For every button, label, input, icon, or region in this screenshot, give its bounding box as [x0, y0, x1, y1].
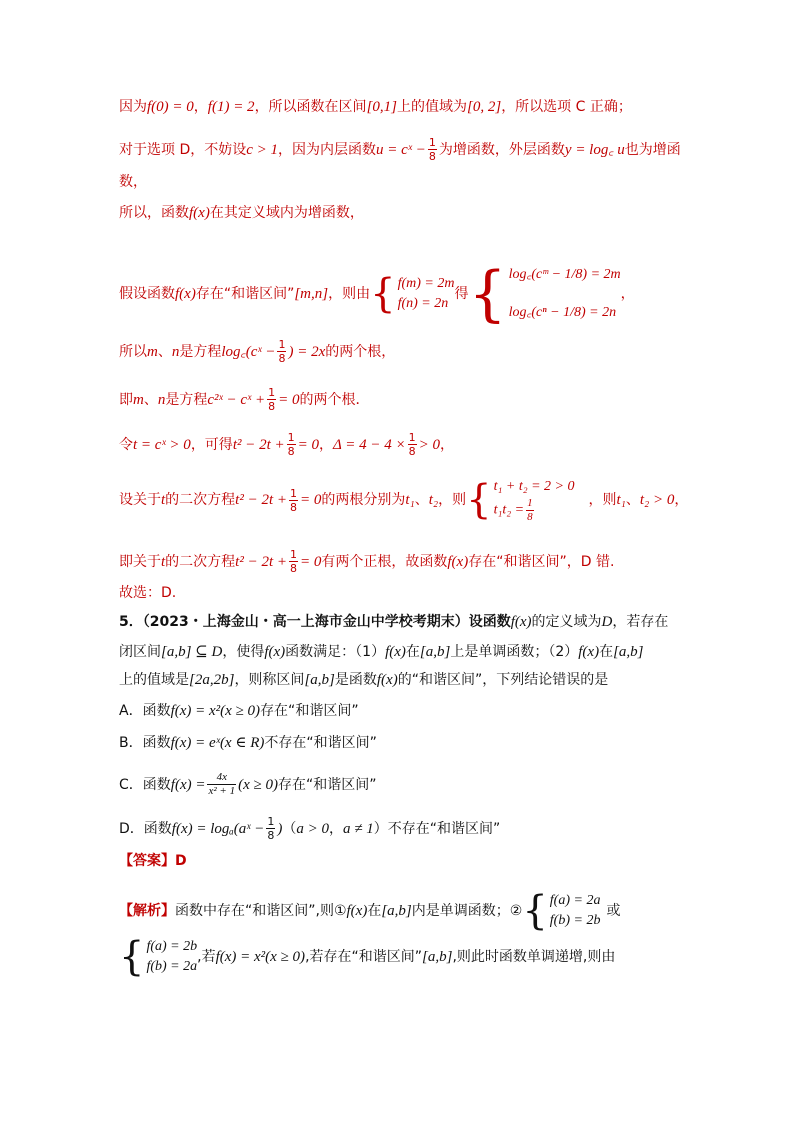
option-label: C．函数 [119, 776, 171, 793]
math: f(1) = 2 [207, 99, 255, 115]
text: 闭区间 [119, 644, 161, 660]
text: 存在“和谐区间” [277, 776, 377, 793]
text: 在 [367, 903, 382, 919]
math: [a,b] [613, 644, 644, 660]
fraction: $\frac{1}{8}$ [267, 815, 275, 842]
analysis-line-1 [119, 889, 620, 933]
text: 存在“和谐区间” [260, 703, 359, 719]
analysis-line-2 [119, 935, 615, 979]
option-label: B．函数 [119, 735, 171, 751]
math: m [147, 343, 158, 360]
math: f(x) [189, 205, 210, 221]
math: = 0 [300, 492, 322, 508]
text: ，因为内层函数 [278, 141, 377, 158]
text: 的两根分别为 [321, 492, 406, 508]
math: a > 0 [296, 820, 329, 837]
text: 对于选项 D，不妨设 [119, 141, 247, 158]
text: 即 [119, 391, 133, 408]
equation-system: { log꜀(cᵐ − 1/8) = 2m log꜀(cⁿ − 1/8) = 2n [468, 259, 621, 329]
text: 假设函数 [119, 286, 175, 302]
fraction: $\frac{4x}{\text{x² + 1}}$ [208, 771, 236, 797]
text-line-4 [119, 203, 364, 223]
fraction: $\frac{1}{8}$ [290, 548, 297, 575]
text: 因为 [119, 99, 147, 115]
option-a [119, 701, 359, 721]
fraction: $\frac{1}{8}$ [287, 431, 295, 458]
question-header [119, 612, 668, 632]
math: c > 1 [246, 141, 279, 158]
text: ）不存在“和谐区间” [373, 820, 501, 837]
math: n [171, 343, 180, 360]
math: [2a,2b] [189, 672, 235, 688]
text-line-10 [119, 548, 614, 575]
text: 、 [414, 492, 429, 508]
text-line-5 [119, 254, 635, 334]
text: 是方程 [165, 391, 208, 408]
math: a ≠ 1 [343, 820, 374, 837]
brace-icon: { [468, 259, 507, 329]
text: 、 [625, 492, 640, 508]
fraction: $\frac{1}{8}$ [278, 338, 286, 365]
text: ，则由 [328, 286, 371, 302]
text-line-11 [119, 583, 176, 603]
math: t² − 2t + [235, 492, 287, 508]
text: ， [674, 492, 689, 508]
text: 的定义域为 [531, 614, 602, 630]
text: 、 [157, 343, 172, 360]
text-line-3 [119, 172, 147, 192]
math: f(x) = [170, 776, 206, 793]
text: 在 [405, 644, 420, 660]
math: > 0 [418, 436, 441, 453]
text: 的二次方程 [165, 553, 236, 570]
math: t₂ [428, 492, 439, 508]
math: t² − 2t + [235, 553, 287, 570]
math: Δ = 4 − 4 × [333, 436, 406, 453]
answer-label: 【答案】D [119, 853, 187, 869]
math: ) [277, 820, 283, 837]
math: D [601, 614, 613, 630]
text: 有两个正根，故函数 [321, 553, 448, 570]
math: ) = 2x [288, 343, 326, 360]
text: ，则 [588, 492, 617, 508]
text: 在 [599, 644, 614, 660]
text: ，可得 [190, 436, 233, 453]
math: f(x) [385, 644, 406, 660]
math: [a,b] [419, 644, 451, 660]
text: 的二次方程 [165, 492, 236, 508]
text: ,若存在“和谐区间” [305, 949, 423, 965]
math: f(x) [578, 644, 600, 660]
math: [a,b] [304, 672, 335, 688]
text: ，若存在 [612, 614, 669, 630]
math: f(x) = logₐ(aˣ − [171, 820, 265, 837]
math: f(x) = x²(x ≥ 0) [170, 703, 261, 719]
text: 上的值域是 [119, 672, 189, 688]
answer-line [119, 851, 187, 871]
text: ，使得 [222, 644, 265, 660]
answer-choice: 故选：D. [119, 585, 177, 601]
text: 所以，函数 [119, 205, 189, 221]
math: [a,b] ⊆ D [161, 644, 223, 660]
math: f(x) = x²(x ≥ 0) [215, 949, 306, 965]
text-line-8 [119, 431, 454, 458]
option-label: D．函数 [119, 820, 172, 837]
math: f(x) [346, 903, 368, 919]
option-d [119, 815, 500, 842]
math: [0, 2] [467, 99, 502, 115]
text: 函数中存在“和谐区间”,则① [175, 903, 347, 919]
text: 即关于 [119, 553, 161, 570]
math: f(0) = 0 [147, 99, 194, 115]
fraction: $\frac{1}{8}$ [428, 136, 436, 163]
option-c [119, 771, 376, 798]
equation-system: { f(a) = 2a f(b) = 2b [522, 888, 601, 934]
text: 数， [119, 174, 147, 190]
text: ,若 [197, 949, 216, 965]
text: 的“和谐区间”，下列结论错误的是 [397, 672, 609, 688]
text: ，所以选项 C 正确； [501, 99, 632, 115]
math: f(x) [175, 286, 196, 302]
text: 的两个根． [299, 391, 370, 408]
math: t [161, 492, 166, 508]
text: 或 [606, 903, 621, 919]
math: u = cˣ − [376, 141, 426, 158]
text: 不存在“和谐区间” [264, 735, 377, 751]
text: （ [282, 820, 297, 837]
math: f(x) [447, 553, 469, 570]
text-line-13 [119, 642, 644, 662]
math: t₂ > 0 [639, 492, 675, 508]
math: t = cˣ > 0 [133, 436, 191, 453]
math: f(x) [376, 672, 398, 688]
math: t [161, 553, 166, 570]
text: 上的值域为 [397, 99, 467, 115]
math: t₁ [616, 492, 626, 508]
text: 上是单调函数；（2） [450, 644, 579, 660]
math: (x ≥ 0) [238, 776, 278, 793]
text: ， [329, 820, 343, 837]
text: 存在“和谐区间” [195, 286, 295, 302]
math: [m,n] [294, 286, 329, 302]
math: f(x) = eˣ(x ∈ R) [170, 735, 265, 751]
equation-system: { t₁ + t₂ = 2 > 0 t₁t₂ = $\frac{1}{8}$ [466, 477, 575, 523]
text: 所以 [119, 343, 147, 360]
math: log꜀(cˣ − [221, 343, 276, 360]
analysis-tag: 【解析】 [119, 903, 175, 919]
brace-icon: { [466, 477, 492, 523]
math: n [157, 391, 166, 408]
text: ，则 [438, 492, 467, 508]
fraction: $\frac{1}{8}$ [408, 431, 416, 458]
math: y = log꜀ u [564, 141, 625, 158]
text-line-1 [119, 97, 632, 117]
text: 得 [454, 286, 469, 302]
text: 为增函数，外层函数 [438, 141, 565, 158]
math: m [133, 391, 144, 408]
text: 设关于 [119, 492, 161, 508]
text-line-9 [119, 476, 688, 524]
text: 也为增函 [624, 141, 681, 158]
brace-icon: { [522, 888, 548, 934]
text: ，则称区间 [234, 672, 305, 688]
option-label: A．函数 [119, 703, 171, 719]
math: = 0 [300, 553, 322, 570]
text: ， [319, 436, 334, 453]
math: f(x) [264, 644, 286, 660]
text-line-14 [119, 670, 608, 690]
text: 在其定义域内为增函数， [209, 205, 364, 221]
text: 的两个根， [325, 343, 396, 360]
text: ， [193, 99, 208, 115]
text-line-7 [119, 386, 370, 413]
text: 内是单调函数；② [411, 903, 523, 919]
fraction: $\frac{1}{8}$ [290, 486, 297, 514]
question-source: 5．（2023・上海金山・高一上海市金山中学校考期末）设函数 [119, 614, 511, 630]
math: [a,b] [422, 949, 453, 965]
math: c²ˣ − cˣ + [207, 391, 266, 408]
math: f(x) [510, 614, 532, 630]
math: = 0 [297, 436, 320, 453]
equation-system: { f(m) = 2m f(n) = 2n [370, 271, 455, 317]
option-b [119, 733, 377, 753]
text: 是方程 [179, 343, 222, 360]
text: ,则此时函数单调递增,则由 [452, 949, 616, 965]
text-line-2 [119, 136, 681, 163]
brace-icon: { [119, 934, 145, 980]
text: 、 [143, 391, 158, 408]
math: t₁ [405, 492, 415, 508]
math: = 0 [278, 391, 300, 408]
math: t² − 2t + [232, 436, 285, 453]
text: ，所以函数在区间 [254, 99, 367, 115]
brace-icon: { [370, 271, 396, 317]
math: [0,1] [366, 99, 397, 115]
text: ， [440, 436, 455, 453]
text: ， [620, 286, 635, 302]
text-line-6 [119, 338, 395, 365]
equation-system: { f(a) = 2b f(b) = 2a [119, 934, 198, 980]
text: 存在“和谐区间”，D 错. [468, 553, 615, 570]
fraction: $\frac{1}{8}$ [268, 386, 276, 413]
text: 令 [119, 436, 133, 453]
text: 函数满足：（1） [285, 644, 386, 660]
text: 是函数 [334, 672, 377, 688]
math: [a,b] [381, 903, 412, 919]
